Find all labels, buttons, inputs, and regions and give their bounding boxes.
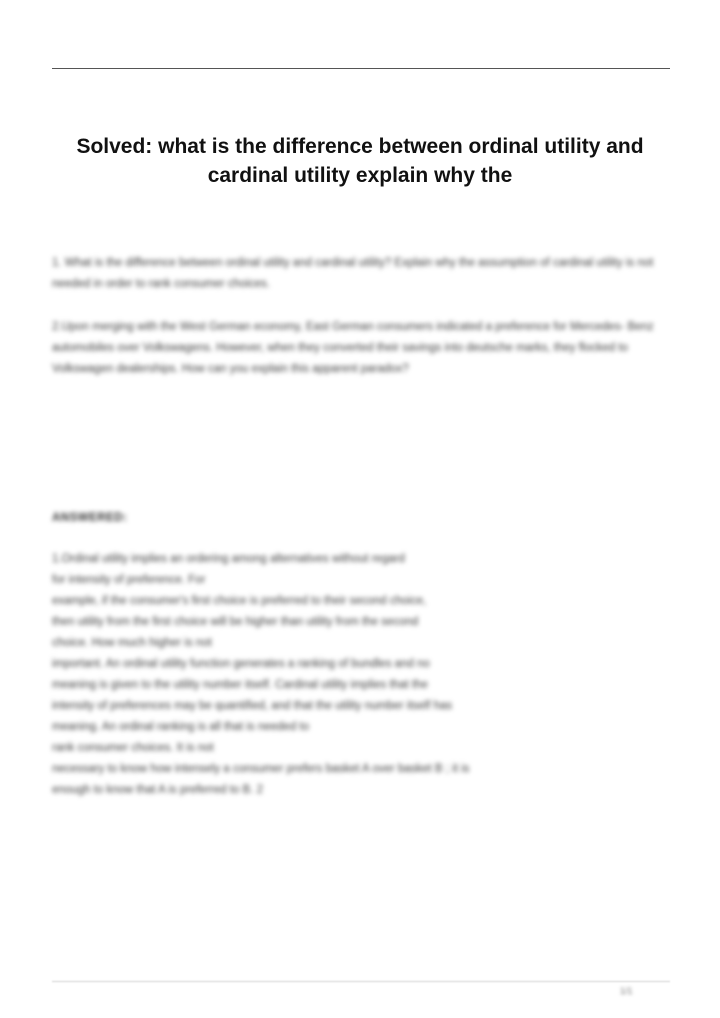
answer-line: meaning is given to the utility number itself. Cardinal utility implies that the <box>52 679 428 691</box>
answer-line: necessary to know how intensely a consumer prefers basket A over basket B ; it is <box>52 763 470 775</box>
answer-line: for intensity of preference. For <box>52 574 206 586</box>
question-1-text: 1. What is the difference between ordinal utility and cardinal utility? Explain why the assumption of cardinal utility is not needed in order to rank consumer choices. <box>52 257 654 290</box>
answer-line: enough to know that A is preferred to B. 2 <box>52 784 263 796</box>
answer-line: 1.Ordinal utility implies an ordering among alternatives without regard <box>52 553 405 565</box>
bottom-divider <box>52 981 670 982</box>
answer-line: important. An ordinal utility function generates a ranking of bundles and no <box>52 658 430 670</box>
question-2-text: 2.Upon merging with the West German economy, East German consumers indicated a preference for Mercedes- Benz automobiles over Volkswagens. However, when they converted their savings into deutsche marks, they flocked to Volkswagen dealerships. How can you explain this apparent paradox? <box>52 321 654 375</box>
answer-line: intensity of preferences may be quantified, and that the utility number itself has <box>52 700 453 712</box>
answer-line: choice. How much higher is not <box>52 637 212 649</box>
document-title: Solved: what is the difference between ordinal utility and cardinal utility explain why the <box>76 135 644 187</box>
top-divider <box>52 68 670 69</box>
answer-line: then utility from the first choice will be higher than utility from the second <box>52 616 419 628</box>
answer-body <box>52 549 676 801</box>
answer-line: meaning. An ordinal ranking is all that is needed to <box>52 721 309 733</box>
answered-heading: ANSWERED: <box>52 512 128 524</box>
answer-line: example, if the consumer's first choice is preferred to their second choice, <box>52 595 427 607</box>
page-number: 1/1 <box>620 986 633 996</box>
answer-line: rank consumer choices. It is not <box>52 742 214 754</box>
